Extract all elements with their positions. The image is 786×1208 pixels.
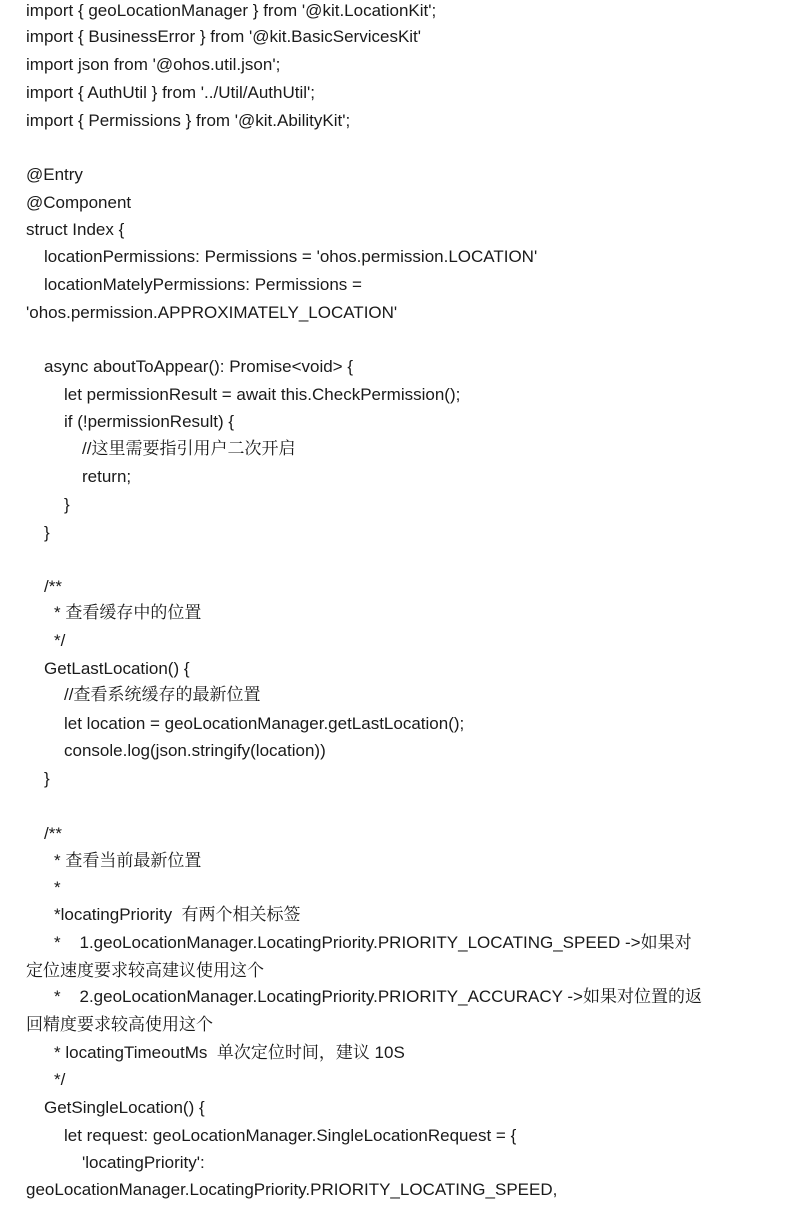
code-line: struct Index {: [26, 220, 125, 239]
doc-comment-wrapped: 回精度要求较高使用这个: [26, 1015, 213, 1034]
code-line: import json from '@ohos.util.json';: [26, 55, 281, 74]
code-line: let location = geoLocationManager.getLastLocation();: [64, 714, 465, 733]
code-comment: //查看系统缓存的最新位置: [64, 685, 261, 704]
doc-comment: * 查看缓存中的位置: [54, 603, 202, 622]
code-line: }: [44, 523, 50, 542]
blank-line: [0, 545, 26, 573]
code-line-wrapped: geoLocationManager.LocatingPriority.PRIORITY_LOCATING_SPEED,: [26, 1180, 558, 1199]
code-line: GetLastLocation() {: [44, 659, 190, 678]
doc-comment: /**: [44, 824, 62, 843]
code-comment: //这里需要指引用户二次开启: [82, 439, 296, 458]
doc-comment: *: [54, 878, 61, 897]
blank-line: [0, 325, 26, 353]
code-line: return;: [82, 467, 132, 486]
doc-comment: * 2.geoLocationManager.LocatingPriority.PRIORITY_ACCURACY ->如果对位置的返: [54, 987, 702, 1006]
doc-comment: */: [54, 1070, 66, 1089]
code-line: }: [44, 769, 50, 788]
code-line: import { AuthUtil } from '../Util/AuthUtil';: [26, 83, 315, 102]
code-line: 'locatingPriority':: [82, 1153, 205, 1172]
doc-comment: *locatingPriority 有两个相关标签: [54, 905, 301, 924]
code-line: if (!permissionResult) {: [64, 412, 235, 431]
code-line: async aboutToAppear(): Promise<void> {: [44, 357, 354, 376]
blank-line: [0, 792, 26, 820]
code-line: @Component: [26, 193, 132, 212]
doc-comment: */: [54, 631, 66, 650]
code-line: @Entry: [26, 165, 83, 184]
doc-comment: * 1.geoLocationManager.LocatingPriority.PRIORITY_LOCATING_SPEED ->如果对: [54, 933, 692, 952]
code-line: let request: geoLocationManager.SingleLocationRequest = {: [64, 1126, 517, 1145]
doc-comment: /**: [44, 577, 62, 596]
code-line: import { Permissions } from '@kit.AbilityKit';: [26, 111, 351, 130]
code-line: }: [64, 495, 70, 514]
code-line-wrapped: 'ohos.permission.APPROXIMATELY_LOCATION': [26, 303, 398, 322]
blank-line: [0, 133, 26, 161]
code-line: GetSingleLocation() {: [44, 1098, 205, 1117]
code-line: console.log(json.stringify(location)): [64, 741, 326, 760]
code-line: let permissionResult = await this.CheckPermission();: [64, 385, 461, 404]
doc-comment-wrapped: 定位速度要求较高建议使用这个: [26, 961, 264, 980]
code-line: locationPermissions: Permissions = 'ohos.permission.LOCATION': [44, 247, 538, 266]
doc-comment: * locatingTimeoutMs 单次定位时间，建议 10S: [54, 1043, 405, 1062]
doc-comment: * 查看当前最新位置: [54, 851, 202, 870]
code-line: import { BusinessError } from '@kit.BasicServicesKit': [26, 27, 422, 46]
code-line: locationMatelyPermissions: Permissions =: [44, 275, 362, 294]
code-line: import { geoLocationManager } from '@kit.LocationKit';: [26, 1, 437, 20]
